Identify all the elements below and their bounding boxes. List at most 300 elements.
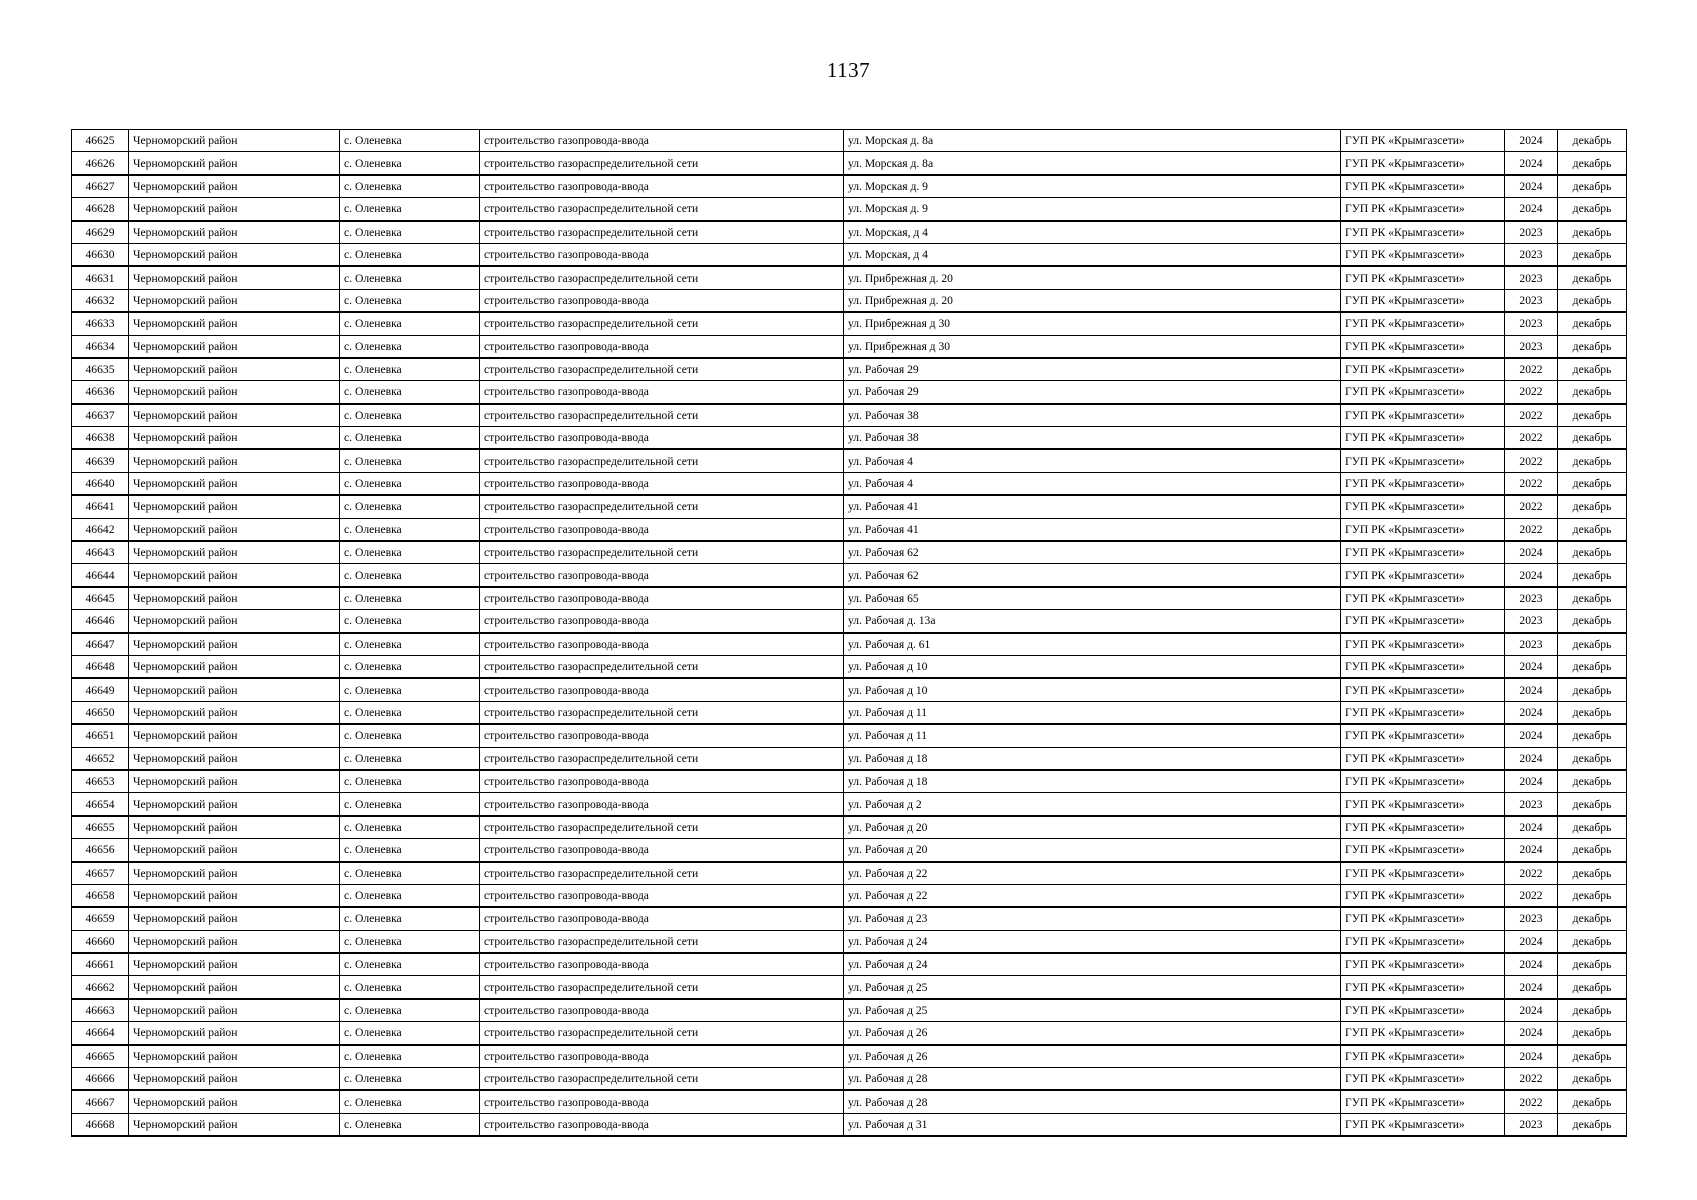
organization-cell: ГУП РК «Крымгазсети» bbox=[1341, 816, 1505, 839]
district-cell: Черноморский район bbox=[129, 1090, 340, 1113]
table-row bbox=[72, 335, 1627, 358]
village-cell: с. Оленевка bbox=[340, 793, 480, 816]
month-cell: декабрь bbox=[1558, 564, 1627, 587]
address-cell: ул. Рабочая 4 bbox=[844, 472, 1341, 495]
year-cell: 2023 bbox=[1505, 633, 1558, 656]
district-cell: Черноморский район bbox=[129, 198, 340, 221]
year-cell: 2024 bbox=[1505, 953, 1558, 976]
work-type-cell: строительство газопровода-ввода bbox=[480, 472, 844, 495]
address-cell: ул. Рабочая д 11 bbox=[844, 701, 1341, 724]
district-cell: Черноморский район bbox=[129, 266, 340, 289]
row-number: 46636 bbox=[72, 381, 129, 404]
work-type-cell: строительство газопровода-ввода bbox=[480, 633, 844, 656]
month-cell: декабрь bbox=[1558, 953, 1627, 976]
address-cell: ул. Рабочая д 2 bbox=[844, 793, 1341, 816]
table-row bbox=[72, 289, 1627, 312]
row-number: 46640 bbox=[72, 472, 129, 495]
table-row bbox=[72, 358, 1627, 381]
year-cell: 2024 bbox=[1505, 839, 1558, 862]
year-cell: 2022 bbox=[1505, 1090, 1558, 1113]
table-row bbox=[72, 221, 1627, 244]
work-type-cell: строительство газопровода-ввода bbox=[480, 724, 844, 747]
district-cell: Черноморский район bbox=[129, 633, 340, 656]
table-row bbox=[72, 770, 1627, 793]
month-cell: декабрь bbox=[1558, 1068, 1627, 1091]
district-cell: Черноморский район bbox=[129, 862, 340, 885]
organization-cell: ГУП РК «Крымгазсети» bbox=[1341, 587, 1505, 610]
village-cell: с. Оленевка bbox=[340, 930, 480, 953]
row-number: 46643 bbox=[72, 541, 129, 564]
district-cell: Черноморский район bbox=[129, 1113, 340, 1136]
district-cell: Черноморский район bbox=[129, 1022, 340, 1045]
month-cell: декабрь bbox=[1558, 266, 1627, 289]
district-cell: Черноморский район bbox=[129, 678, 340, 701]
address-cell: ул. Рабочая 41 bbox=[844, 518, 1341, 541]
table-row bbox=[72, 152, 1627, 175]
village-cell: с. Оленевка bbox=[340, 472, 480, 495]
address-cell: ул. Рабочая 29 bbox=[844, 358, 1341, 381]
organization-cell: ГУП РК «Крымгазсети» bbox=[1341, 266, 1505, 289]
month-cell: декабрь bbox=[1558, 449, 1627, 472]
month-cell: декабрь bbox=[1558, 175, 1627, 198]
year-cell: 2022 bbox=[1505, 358, 1558, 381]
village-cell: с. Оленевка bbox=[340, 427, 480, 450]
year-cell: 2024 bbox=[1505, 678, 1558, 701]
address-cell: ул. Рабочая 29 bbox=[844, 381, 1341, 404]
row-number: 46632 bbox=[72, 289, 129, 312]
organization-cell: ГУП РК «Крымгазсети» bbox=[1341, 358, 1505, 381]
table-row bbox=[72, 655, 1627, 678]
row-number: 46652 bbox=[72, 747, 129, 770]
year-cell: 2023 bbox=[1505, 266, 1558, 289]
work-type-cell: строительство газопровода-ввода bbox=[480, 1045, 844, 1068]
month-cell: декабрь bbox=[1558, 518, 1627, 541]
year-cell: 2024 bbox=[1505, 1022, 1558, 1045]
work-type-cell: строительство газопровода-ввода bbox=[480, 175, 844, 198]
year-cell: 2024 bbox=[1505, 976, 1558, 999]
month-cell: декабрь bbox=[1558, 427, 1627, 450]
organization-cell: ГУП РК «Крымгазсети» bbox=[1341, 655, 1505, 678]
work-type-cell: строительство газопровода-ввода bbox=[480, 130, 844, 152]
table-row bbox=[72, 930, 1627, 953]
table-row bbox=[72, 1068, 1627, 1091]
year-cell: 2024 bbox=[1505, 655, 1558, 678]
organization-cell: ГУП РК «Крымгазсети» bbox=[1341, 862, 1505, 885]
month-cell: декабрь bbox=[1558, 793, 1627, 816]
organization-cell: ГУП РК «Крымгазсети» bbox=[1341, 541, 1505, 564]
table-row bbox=[72, 907, 1627, 930]
month-cell: декабрь bbox=[1558, 587, 1627, 610]
table-row bbox=[72, 747, 1627, 770]
address-cell: ул. Рабочая д 18 bbox=[844, 747, 1341, 770]
work-type-cell: строительство газораспределительной сети bbox=[480, 541, 844, 564]
month-cell: декабрь bbox=[1558, 1090, 1627, 1113]
village-cell: с. Оленевка bbox=[340, 587, 480, 610]
month-cell: декабрь bbox=[1558, 862, 1627, 885]
village-cell: с. Оленевка bbox=[340, 175, 480, 198]
year-cell: 2024 bbox=[1505, 175, 1558, 198]
village-cell: с. Оленевка bbox=[340, 953, 480, 976]
table-row bbox=[72, 312, 1627, 335]
organization-cell: ГУП РК «Крымгазсети» bbox=[1341, 289, 1505, 312]
table-row bbox=[72, 381, 1627, 404]
organization-cell: ГУП РК «Крымгазсети» bbox=[1341, 678, 1505, 701]
work-type-cell: строительство газораспределительной сети bbox=[480, 976, 844, 999]
village-cell: с. Оленевка bbox=[340, 655, 480, 678]
year-cell: 2023 bbox=[1505, 587, 1558, 610]
district-cell: Черноморский район bbox=[129, 747, 340, 770]
address-cell: ул. Морская, д 4 bbox=[844, 243, 1341, 266]
row-number: 46661 bbox=[72, 953, 129, 976]
district-cell: Черноморский район bbox=[129, 907, 340, 930]
page-number: 1137 bbox=[826, 58, 871, 82]
table-row bbox=[72, 495, 1627, 518]
row-number: 46644 bbox=[72, 564, 129, 587]
month-cell: декабрь bbox=[1558, 770, 1627, 793]
address-cell: ул. Рабочая д 26 bbox=[844, 1022, 1341, 1045]
year-cell: 2023 bbox=[1505, 1113, 1558, 1136]
month-cell: декабрь bbox=[1558, 358, 1627, 381]
work-type-cell: строительство газораспределительной сети bbox=[480, 152, 844, 175]
table-row bbox=[72, 701, 1627, 724]
organization-cell: ГУП РК «Крымгазсети» bbox=[1341, 770, 1505, 793]
month-cell: декабрь bbox=[1558, 701, 1627, 724]
organization-cell: ГУП РК «Крымгазсети» bbox=[1341, 495, 1505, 518]
row-number: 46666 bbox=[72, 1068, 129, 1091]
organization-cell: ГУП РК «Крымгазсети» bbox=[1341, 381, 1505, 404]
month-cell: декабрь bbox=[1558, 633, 1627, 656]
work-type-cell: строительство газопровода-ввода bbox=[480, 793, 844, 816]
work-type-cell: строительство газопровода-ввода bbox=[480, 1090, 844, 1113]
village-cell: с. Оленевка bbox=[340, 243, 480, 266]
year-cell: 2022 bbox=[1505, 472, 1558, 495]
organization-cell: ГУП РК «Крымгазсети» bbox=[1341, 472, 1505, 495]
month-cell: декабрь bbox=[1558, 1113, 1627, 1136]
organization-cell: ГУП РК «Крымгазсети» bbox=[1341, 243, 1505, 266]
organization-cell: ГУП РК «Крымгазсети» bbox=[1341, 839, 1505, 862]
district-cell: Черноморский район bbox=[129, 701, 340, 724]
month-cell: декабрь bbox=[1558, 472, 1627, 495]
district-cell: Черноморский район bbox=[129, 243, 340, 266]
village-cell: с. Оленевка bbox=[340, 312, 480, 335]
address-cell: ул. Рабочая д. 61 bbox=[844, 633, 1341, 656]
table-row bbox=[72, 678, 1627, 701]
address-cell: ул. Рабочая д 26 bbox=[844, 1045, 1341, 1068]
village-cell: с. Оленевка bbox=[340, 449, 480, 472]
district-cell: Черноморский район bbox=[129, 930, 340, 953]
row-number: 46650 bbox=[72, 701, 129, 724]
district-cell: Черноморский район bbox=[129, 518, 340, 541]
month-cell: декабрь bbox=[1558, 930, 1627, 953]
village-cell: с. Оленевка bbox=[340, 1022, 480, 1045]
table-row bbox=[72, 816, 1627, 839]
village-cell: с. Оленевка bbox=[340, 999, 480, 1022]
address-cell: ул. Морская д. 9 bbox=[844, 175, 1341, 198]
work-type-cell: строительство газопровода-ввода bbox=[480, 1113, 844, 1136]
address-cell: ул. Морская д. 8а bbox=[844, 152, 1341, 175]
work-type-cell: строительство газопровода-ввода bbox=[480, 518, 844, 541]
organization-cell: ГУП РК «Крымгазсети» bbox=[1341, 221, 1505, 244]
address-cell: ул. Рабочая д 23 bbox=[844, 907, 1341, 930]
work-type-cell: строительство газораспределительной сети bbox=[480, 930, 844, 953]
year-cell: 2023 bbox=[1505, 610, 1558, 633]
village-cell: с. Оленевка bbox=[340, 1045, 480, 1068]
table-row bbox=[72, 587, 1627, 610]
month-cell: декабрь bbox=[1558, 381, 1627, 404]
organization-cell: ГУП РК «Крымгазсети» bbox=[1341, 449, 1505, 472]
month-cell: декабрь bbox=[1558, 243, 1627, 266]
table-row bbox=[72, 175, 1627, 198]
address-cell: ул. Рабочая 41 bbox=[844, 495, 1341, 518]
month-cell: декабрь bbox=[1558, 999, 1627, 1022]
district-cell: Черноморский район bbox=[129, 884, 340, 907]
address-cell: ул. Рабочая д 22 bbox=[844, 884, 1341, 907]
address-cell: ул. Рабочая д 11 bbox=[844, 724, 1341, 747]
organization-cell: ГУП РК «Крымгазсети» bbox=[1341, 152, 1505, 175]
table-row bbox=[72, 953, 1627, 976]
work-type-cell: строительство газораспределительной сети bbox=[480, 198, 844, 221]
village-cell: с. Оленевка bbox=[340, 839, 480, 862]
district-cell: Черноморский район bbox=[129, 335, 340, 358]
work-type-cell: строительство газораспределительной сети bbox=[480, 404, 844, 427]
village-cell: с. Оленевка bbox=[340, 495, 480, 518]
table-row bbox=[72, 472, 1627, 495]
table-row bbox=[72, 793, 1627, 816]
work-type-cell: строительство газопровода-ввода bbox=[480, 678, 844, 701]
work-type-cell: строительство газопровода-ввода bbox=[480, 243, 844, 266]
year-cell: 2023 bbox=[1505, 907, 1558, 930]
address-cell: ул. Прибрежная д 30 bbox=[844, 335, 1341, 358]
year-cell: 2024 bbox=[1505, 1045, 1558, 1068]
organization-cell: ГУП РК «Крымгазсети» bbox=[1341, 930, 1505, 953]
organization-cell: ГУП РК «Крымгазсети» bbox=[1341, 175, 1505, 198]
address-cell: ул. Морская д. 8а bbox=[844, 130, 1341, 152]
village-cell: с. Оленевка bbox=[340, 358, 480, 381]
row-number: 46645 bbox=[72, 587, 129, 610]
year-cell: 2022 bbox=[1505, 404, 1558, 427]
table-row bbox=[72, 839, 1627, 862]
organization-cell: ГУП РК «Крымгазсети» bbox=[1341, 633, 1505, 656]
year-cell: 2024 bbox=[1505, 152, 1558, 175]
organization-cell: ГУП РК «Крымгазсети» bbox=[1341, 1068, 1505, 1091]
address-cell: ул. Рабочая 65 bbox=[844, 587, 1341, 610]
organization-cell: ГУП РК «Крымгазсети» bbox=[1341, 404, 1505, 427]
row-number: 46658 bbox=[72, 884, 129, 907]
year-cell: 2024 bbox=[1505, 816, 1558, 839]
year-cell: 2023 bbox=[1505, 221, 1558, 244]
organization-cell: ГУП РК «Крымгазсети» bbox=[1341, 564, 1505, 587]
work-type-cell: строительство газораспределительной сети bbox=[480, 1022, 844, 1045]
village-cell: с. Оленевка bbox=[340, 724, 480, 747]
village-cell: с. Оленевка bbox=[340, 335, 480, 358]
village-cell: с. Оленевка bbox=[340, 404, 480, 427]
organization-cell: ГУП РК «Крымгазсети» bbox=[1341, 312, 1505, 335]
district-cell: Черноморский район bbox=[129, 793, 340, 816]
month-cell: декабрь bbox=[1558, 976, 1627, 999]
year-cell: 2024 bbox=[1505, 541, 1558, 564]
row-number: 46641 bbox=[72, 495, 129, 518]
organization-cell: ГУП РК «Крымгазсети» bbox=[1341, 724, 1505, 747]
year-cell: 2023 bbox=[1505, 335, 1558, 358]
year-cell: 2022 bbox=[1505, 427, 1558, 450]
district-cell: Черноморский район bbox=[129, 152, 340, 175]
village-cell: с. Оленевка bbox=[340, 1113, 480, 1136]
row-number: 46667 bbox=[72, 1090, 129, 1113]
district-cell: Черноморский район bbox=[129, 976, 340, 999]
address-cell: ул. Морская, д 4 bbox=[844, 221, 1341, 244]
year-cell: 2024 bbox=[1505, 724, 1558, 747]
village-cell: с. Оленевка bbox=[340, 198, 480, 221]
address-cell: ул. Рабочая д 24 bbox=[844, 930, 1341, 953]
year-cell: 2024 bbox=[1505, 198, 1558, 221]
address-cell: ул. Рабочая д 20 bbox=[844, 839, 1341, 862]
row-number: 46653 bbox=[72, 770, 129, 793]
year-cell: 2022 bbox=[1505, 518, 1558, 541]
organization-cell: ГУП РК «Крымгазсети» bbox=[1341, 610, 1505, 633]
month-cell: декабрь bbox=[1558, 816, 1627, 839]
district-cell: Черноморский район bbox=[129, 770, 340, 793]
organization-cell: ГУП РК «Крымгазсети» bbox=[1341, 884, 1505, 907]
month-cell: декабрь bbox=[1558, 655, 1627, 678]
table-row bbox=[72, 564, 1627, 587]
village-cell: с. Оленевка bbox=[340, 610, 480, 633]
row-number: 46630 bbox=[72, 243, 129, 266]
organization-cell: ГУП РК «Крымгазсети» bbox=[1341, 1113, 1505, 1136]
table-row bbox=[72, 1113, 1627, 1136]
year-cell: 2022 bbox=[1505, 1068, 1558, 1091]
row-number: 46648 bbox=[72, 655, 129, 678]
month-cell: декабрь bbox=[1558, 130, 1627, 152]
row-number: 46647 bbox=[72, 633, 129, 656]
year-cell: 2023 bbox=[1505, 243, 1558, 266]
address-cell: ул. Рабочая 62 bbox=[844, 564, 1341, 587]
row-number: 46649 bbox=[72, 678, 129, 701]
organization-cell: ГУП РК «Крымгазсети» bbox=[1341, 953, 1505, 976]
work-type-cell: строительство газопровода-ввода bbox=[480, 770, 844, 793]
organization-cell: ГУП РК «Крымгазсети» bbox=[1341, 130, 1505, 152]
work-type-cell: строительство газопровода-ввода bbox=[480, 335, 844, 358]
year-cell: 2024 bbox=[1505, 564, 1558, 587]
table-row bbox=[72, 266, 1627, 289]
row-number: 46659 bbox=[72, 907, 129, 930]
row-number: 46634 bbox=[72, 335, 129, 358]
district-cell: Черноморский район bbox=[129, 724, 340, 747]
work-type-cell: строительство газопровода-ввода bbox=[480, 381, 844, 404]
month-cell: декабрь bbox=[1558, 198, 1627, 221]
table-row bbox=[72, 976, 1627, 999]
village-cell: с. Оленевка bbox=[340, 1068, 480, 1091]
address-cell: ул. Рабочая д 10 bbox=[844, 655, 1341, 678]
month-cell: декабрь bbox=[1558, 907, 1627, 930]
table-row bbox=[72, 610, 1627, 633]
month-cell: декабрь bbox=[1558, 1045, 1627, 1068]
address-cell: ул. Рабочая д. 13а bbox=[844, 610, 1341, 633]
address-cell: ул. Прибрежная д 30 bbox=[844, 312, 1341, 335]
work-type-cell: строительство газопровода-ввода bbox=[480, 999, 844, 1022]
address-cell: ул. Прибрежная д. 20 bbox=[844, 266, 1341, 289]
address-cell: ул. Прибрежная д. 20 bbox=[844, 289, 1341, 312]
work-type-cell: строительство газопровода-ввода bbox=[480, 953, 844, 976]
row-number: 46635 bbox=[72, 358, 129, 381]
village-cell: с. Оленевка bbox=[340, 221, 480, 244]
village-cell: с. Оленевка bbox=[340, 633, 480, 656]
work-type-cell: строительство газораспределительной сети bbox=[480, 312, 844, 335]
village-cell: с. Оленевка bbox=[340, 130, 480, 152]
district-cell: Черноморский район bbox=[129, 289, 340, 312]
table-row bbox=[72, 427, 1627, 450]
month-cell: декабрь bbox=[1558, 678, 1627, 701]
work-type-cell: строительство газопровода-ввода bbox=[480, 610, 844, 633]
month-cell: декабрь bbox=[1558, 610, 1627, 633]
row-number: 46665 bbox=[72, 1045, 129, 1068]
year-cell: 2024 bbox=[1505, 701, 1558, 724]
year-cell: 2022 bbox=[1505, 884, 1558, 907]
village-cell: с. Оленевка bbox=[340, 976, 480, 999]
district-cell: Черноморский район bbox=[129, 495, 340, 518]
row-number: 46657 bbox=[72, 862, 129, 885]
table-row bbox=[72, 633, 1627, 656]
year-cell: 2024 bbox=[1505, 130, 1558, 152]
row-number: 46631 bbox=[72, 266, 129, 289]
organization-cell: ГУП РК «Крымгазсети» bbox=[1341, 976, 1505, 999]
village-cell: с. Оленевка bbox=[340, 541, 480, 564]
month-cell: декабрь bbox=[1558, 221, 1627, 244]
table-row bbox=[72, 999, 1627, 1022]
month-cell: декабрь bbox=[1558, 152, 1627, 175]
work-type-cell: строительство газопровода-ввода bbox=[480, 839, 844, 862]
table-row bbox=[72, 724, 1627, 747]
work-type-cell: строительство газопровода-ввода bbox=[480, 884, 844, 907]
address-cell: ул. Рабочая 4 bbox=[844, 449, 1341, 472]
village-cell: с. Оленевка bbox=[340, 701, 480, 724]
district-cell: Черноморский район bbox=[129, 449, 340, 472]
district-cell: Черноморский район bbox=[129, 358, 340, 381]
district-cell: Черноморский район bbox=[129, 839, 340, 862]
organization-cell: ГУП РК «Крымгазсети» bbox=[1341, 907, 1505, 930]
table-row bbox=[72, 862, 1627, 885]
row-number: 46646 bbox=[72, 610, 129, 633]
month-cell: декабрь bbox=[1558, 495, 1627, 518]
organization-cell: ГУП РК «Крымгазсети» bbox=[1341, 427, 1505, 450]
row-number: 46651 bbox=[72, 724, 129, 747]
district-cell: Черноморский район bbox=[129, 1045, 340, 1068]
district-cell: Черноморский район bbox=[129, 541, 340, 564]
district-cell: Черноморский район bbox=[129, 381, 340, 404]
address-cell: ул. Рабочая д 24 bbox=[844, 953, 1341, 976]
address-cell: ул. Рабочая д 18 bbox=[844, 770, 1341, 793]
village-cell: с. Оленевка bbox=[340, 678, 480, 701]
village-cell: с. Оленевка bbox=[340, 564, 480, 587]
village-cell: с. Оленевка bbox=[340, 152, 480, 175]
table-row bbox=[72, 449, 1627, 472]
year-cell: 2022 bbox=[1505, 381, 1558, 404]
work-type-cell: строительство газопровода-ввода bbox=[480, 289, 844, 312]
month-cell: декабрь bbox=[1558, 541, 1627, 564]
work-type-cell: строительство газопровода-ввода bbox=[480, 587, 844, 610]
address-cell: ул. Рабочая д 28 bbox=[844, 1090, 1341, 1113]
table-row bbox=[72, 1045, 1627, 1068]
table-row bbox=[72, 518, 1627, 541]
organization-cell: ГУП РК «Крымгазсети» bbox=[1341, 793, 1505, 816]
village-cell: с. Оленевка bbox=[340, 381, 480, 404]
address-cell: ул. Рабочая 38 bbox=[844, 404, 1341, 427]
district-cell: Черноморский район bbox=[129, 1068, 340, 1091]
district-cell: Черноморский район bbox=[129, 999, 340, 1022]
year-cell: 2024 bbox=[1505, 930, 1558, 953]
row-number: 46628 bbox=[72, 198, 129, 221]
district-cell: Черноморский район bbox=[129, 953, 340, 976]
month-cell: декабрь bbox=[1558, 312, 1627, 335]
